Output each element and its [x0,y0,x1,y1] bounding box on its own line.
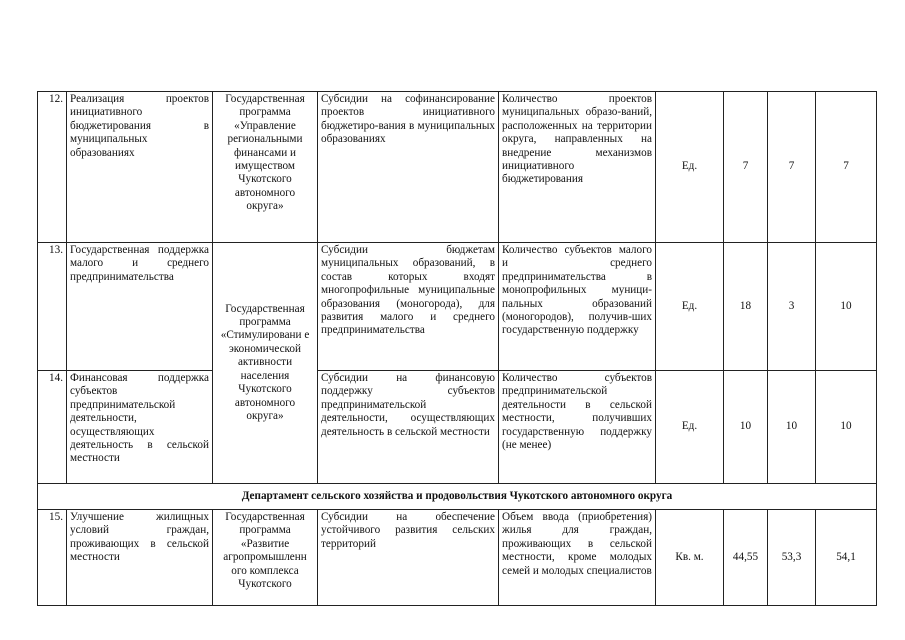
value-cell: 10 [768,371,816,484]
value-cell: 44,55 [724,510,768,606]
row-number: 14. [38,371,67,484]
unit-cell: Ед. [656,92,724,243]
section-row [38,484,877,510]
event-name: Государственная поддержка малого и среднего предпринимательства [67,243,213,371]
value-cell: 7 [768,92,816,243]
measure-text: Субсидии на софинансирование проектов инициативного бюджетиро-вания в муниципальных образованиях [318,92,499,243]
event-name: Реализация проектов инициативного бюджетирования в муниципальных образованиях [67,92,213,243]
value-cell: 3 [768,243,816,371]
unit-cell: Кв. м. [656,510,724,606]
indicator-text: Объем ввода (приобретения) жилья для граждан, проживающих в сельской местности, кроме молодых семей и молодых специалистов [499,510,656,606]
value-cell: 53,3 [768,510,816,606]
measure-text: Субсидии бюджетам муниципальных образований, в состав которых входят многопрофильные муниципальные образования (моногорода), для развития малого и среднего предпринимательства [318,243,499,371]
table-row [38,371,877,484]
row-number: 15. [38,510,67,606]
program-name: Государственная программа «Стимулировани е экономической активности населения Чукотского автономного округа» [213,243,318,484]
value-cell: 10 [724,371,768,484]
unit-cell: Ед. [656,371,724,484]
event-name: Улучшение жилищных условий граждан, проживающих в сельской местности [67,510,213,606]
row-number: 13. [38,243,67,371]
value-cell: 7 [724,92,768,243]
event-name: Финансовая поддержка субъектов предпринимательской деятельности, осуществляющих деятельность в сельской местности [67,371,213,484]
value-cell: 54,1 [816,510,877,606]
value-cell: 18 [724,243,768,371]
indicator-text: Количество субъектов предпринимательской деятельности в сельской местности, получивших государственную поддержку (не менее) [499,371,656,484]
value-cell: 10 [816,243,877,371]
value-cell: 7 [816,92,877,243]
table-row [38,510,877,606]
measure-text: Субсидии на финансовую поддержку субъектов предпринимательской деятельности, осуществляющих деятельность в сельской местности [318,371,499,484]
department-heading: Департамент сельского хозяйства и продовольствия Чукотского автономного округа [38,484,877,510]
measure-text: Субсидии на обеспечение устойчивого развития сельских территорий [318,510,499,606]
indicator-text: Количество субъектов малого и среднего предпринимательства в монопрофильных муници-пальных образований (моногородов), получив-ших государственную поддержку [499,243,656,371]
indicators-table [37,91,877,606]
indicator-text: Количество проектов муниципальных образо-ваний, расположенных на территории округа, направленных на внедрение механизмов инициативного бюджетирования [499,92,656,243]
value-cell: 10 [816,371,877,484]
program-name: Государственная программа «Управление региональными финансами и имуществом Чукотского автономного округа» [213,92,318,243]
table-row [38,243,877,371]
program-name: Государственная программа «Развитие агропромышленн ого комплекса Чукотского [213,510,318,606]
row-number: 12. [38,92,67,243]
unit-cell: Ед. [656,243,724,371]
table-row [38,92,877,243]
